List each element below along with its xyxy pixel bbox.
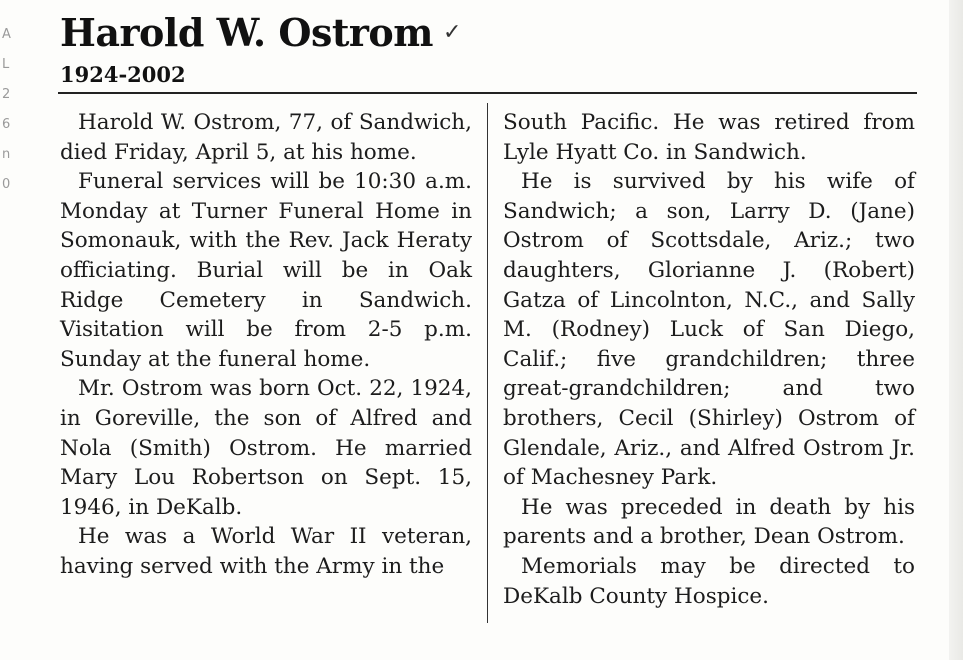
handwritten-check-mark: ✓ — [443, 20, 462, 45]
paragraph: South Pacific. He was retired from Lyle Hyatt Co. in Sandwich. — [503, 110, 915, 165]
paragraph: Memorials may be directed to DeKalb County Hospice. — [503, 553, 915, 609]
scan-edge-marks: A L 2 6 n 0 — [2, 27, 11, 192]
paragraph: He was a World War II veteran, having served with the Army in the — [60, 524, 472, 579]
header-rule — [58, 92, 917, 94]
paragraph: He is survived by his wife of Sandwich; a son, Larry D. (Jane) Ostrom of Scottsdale, Ariz.; two daughters, Glorianne J. (Robert) Gatza of Lincolnton, N.C., and Sally M. (Rodney) Luck of San Diego, Calif.; five grandchildren; three great-grandchildren; and two brothers, Cecil (Shirley) Ostrom of Glendale, Ariz., and Alfred Ostrom Jr. of Machesney Park. — [503, 169, 915, 491]
column-divider — [487, 103, 488, 623]
left-column — [60, 108, 472, 582]
paragraph: Funeral services will be 10:30 a.m. Monday at Turner Funeral Home in Somonauk, with the Rev. Jack Heraty officiating. Burial will be in Oak Ridge Cemetery in Sandwich. Visitation will be from 2-5 p.m. Sunday at the funeral home. — [60, 169, 472, 372]
paragraph: Mr. Ostrom was born Oct. 22, 1924, in Goreville, the son of Alfred and Nola (Smith) Ostrom. He married Mary Lou Robertson on Sept. 15, 1946, in DeKalb. — [60, 376, 472, 520]
right-column — [503, 108, 915, 611]
obituary-years: 1924-2002 — [60, 62, 186, 87]
scan-edge — [949, 0, 963, 660]
obituary-title: Harold W. Ostrom — [60, 10, 433, 55]
paragraph: Harold W. Ostrom, 77, of Sandwich, died Friday, April 5, at his home. — [60, 110, 472, 165]
paragraph: He was preceded in death by his parents and a brother, Dean Ostrom. — [503, 494, 915, 550]
